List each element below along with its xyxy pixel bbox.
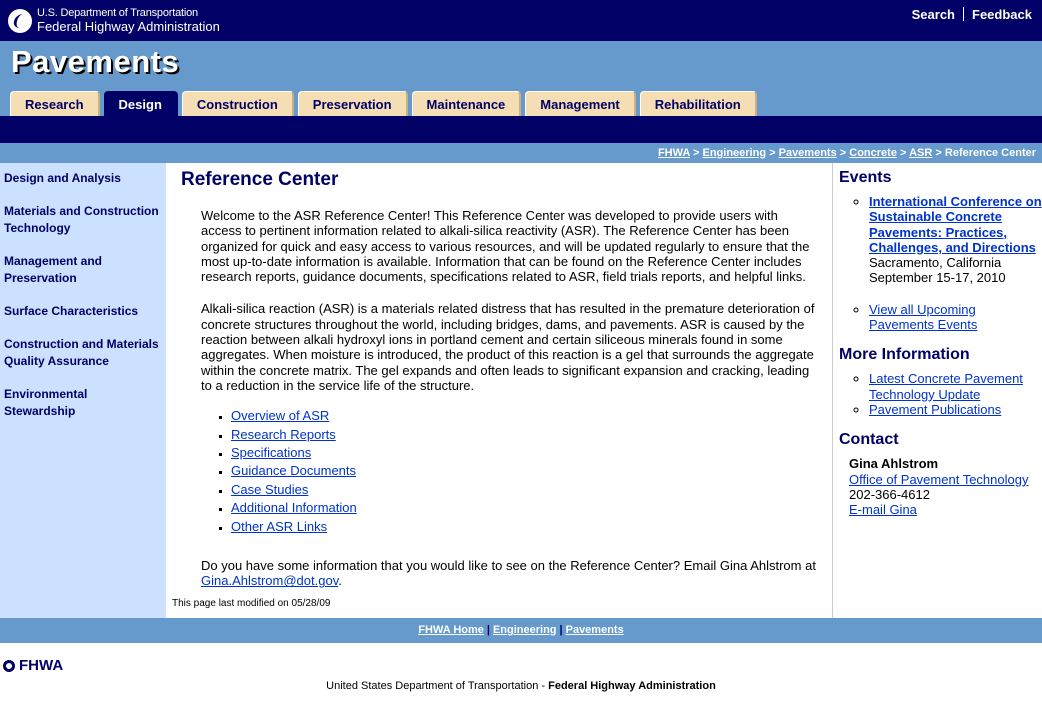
resource-links	[231, 407, 817, 536]
tab-research[interactable]: Research	[10, 91, 100, 116]
contact-phone: 202-366-4612	[849, 486, 930, 502]
email-link[interactable]: Gina.Ahlstrom@dot.gov	[201, 573, 339, 589]
footer-sep: |	[559, 624, 563, 636]
event-dates: September 15-17, 2010	[869, 270, 1006, 286]
breadcrumb-sep: >	[769, 147, 776, 159]
link-specifications[interactable]: Specifications	[231, 445, 312, 461]
office-link[interactable]: Office of Pavement Technology	[849, 471, 1029, 487]
fhwa-logo-text: FHWA	[19, 657, 64, 674]
top-bar	[0, 0, 1042, 41]
asr-paragraph: Alkali-silica reaction (ASR) is a materials related distress that has resulted in the premature deterioration of concrete structures throughout the world, including bridges, dams, and pavements. ASR is caused by the reaction between alkali hydroxyl ions in portland cement and certain siliceous minerals found in some aggregates. When moisture is introduced, the product of this reaction is a gel that surrounds the aggregate within the concrete matrix. The gel expands and often leads to significant expansion and cracking, leading to a reduction in the service life of the structure.	[201, 301, 815, 393]
link-guidance[interactable]: Guidance Documents	[231, 463, 357, 479]
contact-text: Do you have some information that you would like to see on the Reference Center? Email Gina Ahlstrom at	[201, 558, 816, 574]
footer-engineering[interactable]: Engineering	[492, 624, 557, 636]
contact-block	[849, 456, 1042, 517]
fhwa-emblem-icon	[3, 660, 15, 672]
divider	[963, 7, 964, 21]
agency-line	[0, 680, 1042, 692]
left-sidebar	[0, 163, 166, 618]
list-item	[869, 371, 1042, 402]
banner	[0, 41, 1042, 116]
page-title: Reference Center	[181, 169, 339, 190]
tab-construction[interactable]: Construction	[182, 91, 294, 116]
list-item	[231, 481, 817, 499]
dot-logo-text	[37, 7, 220, 34]
contact-heading: Contact	[839, 431, 899, 449]
list-item	[869, 402, 1042, 417]
dot-logo[interactable]	[8, 7, 220, 34]
section-tabs	[10, 91, 761, 116]
contact-text-end: .	[338, 573, 342, 589]
sidebar-item-design-analysis[interactable]: Design and Analysis	[4, 171, 121, 185]
dot-emblem-icon	[8, 9, 32, 33]
breadcrumb	[0, 143, 1042, 163]
link-other-asr[interactable]: Other ASR Links	[231, 518, 328, 534]
tab-management[interactable]: Management	[525, 91, 635, 116]
tab-maintenance[interactable]: Maintenance	[412, 91, 522, 116]
sidebar-item-surface-characteristics[interactable]: Surface Characteristics	[4, 304, 139, 318]
breadcrumb-current: Reference Center	[944, 147, 1036, 159]
breadcrumb-fhwa[interactable]: FHWA	[657, 147, 690, 159]
intro-paragraph: Welcome to the ASR Reference Center! This Reference Center was developed to provide users with access to pertinent information related to alkali-silica reactivity (ASR). The Reference Center has been organized for quick and easy access to various resources, and will be updated regularly to ensure that the most up-to-date information is available. Information that can be found on the Reference Center includes research reports, guidance documents, specifications related to ASR, field trials reports, and helpful links.	[201, 208, 810, 285]
event-link[interactable]: International Conference on Sustainable Concrete Pavements: Practices, Challenges, and Directions	[869, 194, 1042, 255]
footer-sep: |	[486, 624, 490, 636]
footer-fhwa-home[interactable]: FHWA Home	[418, 624, 484, 636]
contact-paragraph	[201, 558, 819, 589]
sidebar-item-quality-assurance[interactable]: Construction and Materials Quality Assurance	[4, 337, 159, 368]
events-list	[869, 194, 1042, 332]
footer-pavements[interactable]: Pavements	[565, 624, 624, 636]
search-link[interactable]: Search	[911, 7, 956, 22]
nav-band	[0, 116, 1042, 143]
more-info-heading: More Information	[839, 346, 970, 364]
breadcrumb-sep: >	[935, 147, 942, 159]
list-item	[231, 444, 817, 462]
last-modified: This page last modified on 05/28/09	[172, 598, 331, 609]
link-research-reports[interactable]: Research Reports	[231, 426, 336, 442]
dot-line2: Federal Highway Administration	[37, 19, 220, 34]
site-title: Pavements	[11, 44, 180, 79]
list-item	[869, 194, 1042, 286]
breadcrumb-asr[interactable]: ASR	[909, 147, 933, 159]
all-events-link[interactable]: View all Upcoming Pavements Events	[869, 301, 978, 333]
feedback-link[interactable]: Feedback	[972, 7, 1032, 22]
dot-line1: U.S. Department of Transportation	[37, 7, 198, 19]
utility-links	[912, 7, 1032, 22]
main-content	[166, 163, 832, 618]
breadcrumb-concrete[interactable]: Concrete	[849, 147, 897, 159]
list-item	[231, 426, 817, 444]
tab-preservation[interactable]: Preservation	[298, 91, 408, 116]
list-item	[231, 518, 817, 536]
fhwa-logo[interactable]	[3, 657, 63, 674]
right-sidebar	[832, 163, 1042, 618]
breadcrumb-sep: >	[900, 147, 907, 159]
tab-design[interactable]: Design	[104, 91, 178, 116]
list-item	[231, 462, 817, 480]
link-additional-info[interactable]: Additional Information	[231, 500, 357, 516]
link-overview[interactable]: Overview of ASR	[231, 408, 330, 424]
agency-name: Federal Highway Administration	[548, 680, 716, 692]
more-info-list	[869, 371, 1042, 417]
event-location: Sacramento, California	[869, 255, 1002, 271]
list-item	[869, 302, 1042, 333]
email-gina-link[interactable]: E-mail Gina	[849, 502, 917, 518]
concrete-update-link[interactable]: Latest Concrete Pavement Technology Update	[869, 371, 1023, 402]
agency-prefix: United States Department of Transportation -	[326, 680, 549, 692]
breadcrumb-pavements[interactable]: Pavements	[778, 147, 837, 159]
sidebar-item-environmental[interactable]: Environmental Stewardship	[4, 387, 88, 418]
link-case-studies[interactable]: Case Studies	[231, 481, 309, 497]
list-item	[231, 499, 817, 517]
footer-links	[0, 618, 1042, 643]
events-heading: Events	[839, 169, 892, 186]
breadcrumb-sep: >	[692, 147, 700, 159]
sidebar-item-materials-construction[interactable]: Materials and Construction Technology	[4, 204, 159, 235]
breadcrumb-sep: >	[839, 147, 847, 159]
tab-rehabilitation[interactable]: Rehabilitation	[640, 91, 757, 116]
contact-name: Gina Ahlstrom	[849, 456, 939, 472]
publications-link[interactable]: Pavement Publications	[869, 401, 1002, 417]
list-item	[231, 407, 817, 425]
breadcrumb-engineering[interactable]: Engineering	[702, 147, 767, 159]
sidebar-item-management-preservation[interactable]: Management and Preservation	[4, 254, 103, 285]
